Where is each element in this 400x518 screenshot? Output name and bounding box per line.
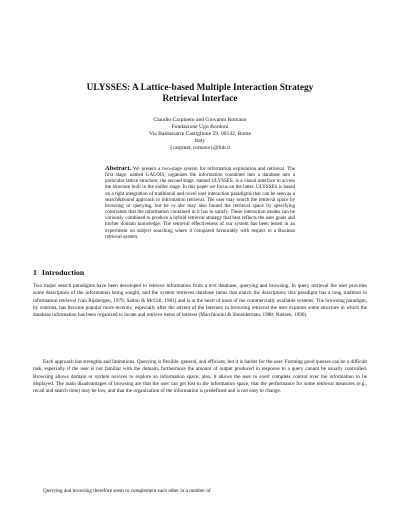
- author-block: [90, 117, 310, 152]
- author-affiliation: Fondazione Ugo Bordoni: [171, 124, 229, 130]
- author-address: Via Baldassarre Castiglione 59, 00142, Rome: [148, 131, 252, 137]
- paper-title: [60, 83, 340, 105]
- author-country: Italy: [194, 138, 206, 144]
- section-title: Introduction: [41, 268, 85, 277]
- title-line-2: Retrieval Interface: [162, 94, 238, 104]
- section-heading: [33, 268, 84, 277]
- title-line-1: ULYSSES: A Lattice-based Multiple Interaction Strategy: [86, 83, 314, 93]
- abstract-label: Abstract.: [105, 165, 132, 172]
- abstract: [105, 166, 295, 240]
- body-paragraph-2: Each approach has strengths and limitations. Querying is flexible, general, and efficient, but it is harder for the user. Forming good queries can be a difficult task, especially if the user is not familiar with the domain; furthermore the amount of output produced in response to a query cannot be usually controlled. Browsing allows domain or system novices to explore an information space; also, it allows the user to exert complete control over the information to be displayed. The main disadvantages of browsing are that the user can get lost in the information space, that the performance for some retrieval measures (e.g., recall and search time) may be low, and that the organization of the information is predefined and is not easy to change.: [33, 359, 367, 395]
- author-email: {carpinet, romano}@fub.it: [169, 145, 231, 151]
- author-names: Claudio Carpineto and Giovanni Romano: [153, 117, 247, 123]
- body-paragraph-1: Two major search paradigms have been developed to retrieve information from a text database, querying and browsing. In query retrieval the user provides some description of the information being sought, and the system retrieves database items that match the description; this paradigm has a long tradition in information retrieval (van Rijsbergen, 1979; Salton & McGill, 1983) and is at the heart of most of the commercially available systems. The browsing paradigm, by contrast, has become popular more recently, especially after the advent of the Internet; in browsing retrieval the user explores some structure in which the database information has been organized to locate and retrieve items of interest (Marchionini & Shneiderman, 1988; Nielsen, 1990).: [33, 283, 367, 319]
- body-paragraph-3: Querying and browsing therefore seem to complement each other in a number of: [43, 488, 211, 494]
- abstract-text: We present a two-stage system for information exploration and retrieval. The first stage, named GALOIS, organizes the information contained into a database into a particular lattice structure; the second stage, named ULYSSES, is a visual interface to access the structure built in the earlier stage. In this paper we focus on the latter. ULYSSES is based on a tight integration of traditional and novel user interaction paradigms that can be seen as a search&bound approach to information retrieval. The user may search the retrieval space by browsing or querying, but he or she may also bound the retrieval space by specifying constraints that the information contained in it has to satisfy. These interaction modes can be variously combined to produce a hybrid retrieval strategy that best reflects the user goals and his/her domain knowledge. The retrieval effectiveness of our system has been tested in an experiment on subject searching where it compared favourably with respect to a Boolean retrieval system.: [105, 166, 296, 240]
- section-number: 1: [33, 268, 37, 277]
